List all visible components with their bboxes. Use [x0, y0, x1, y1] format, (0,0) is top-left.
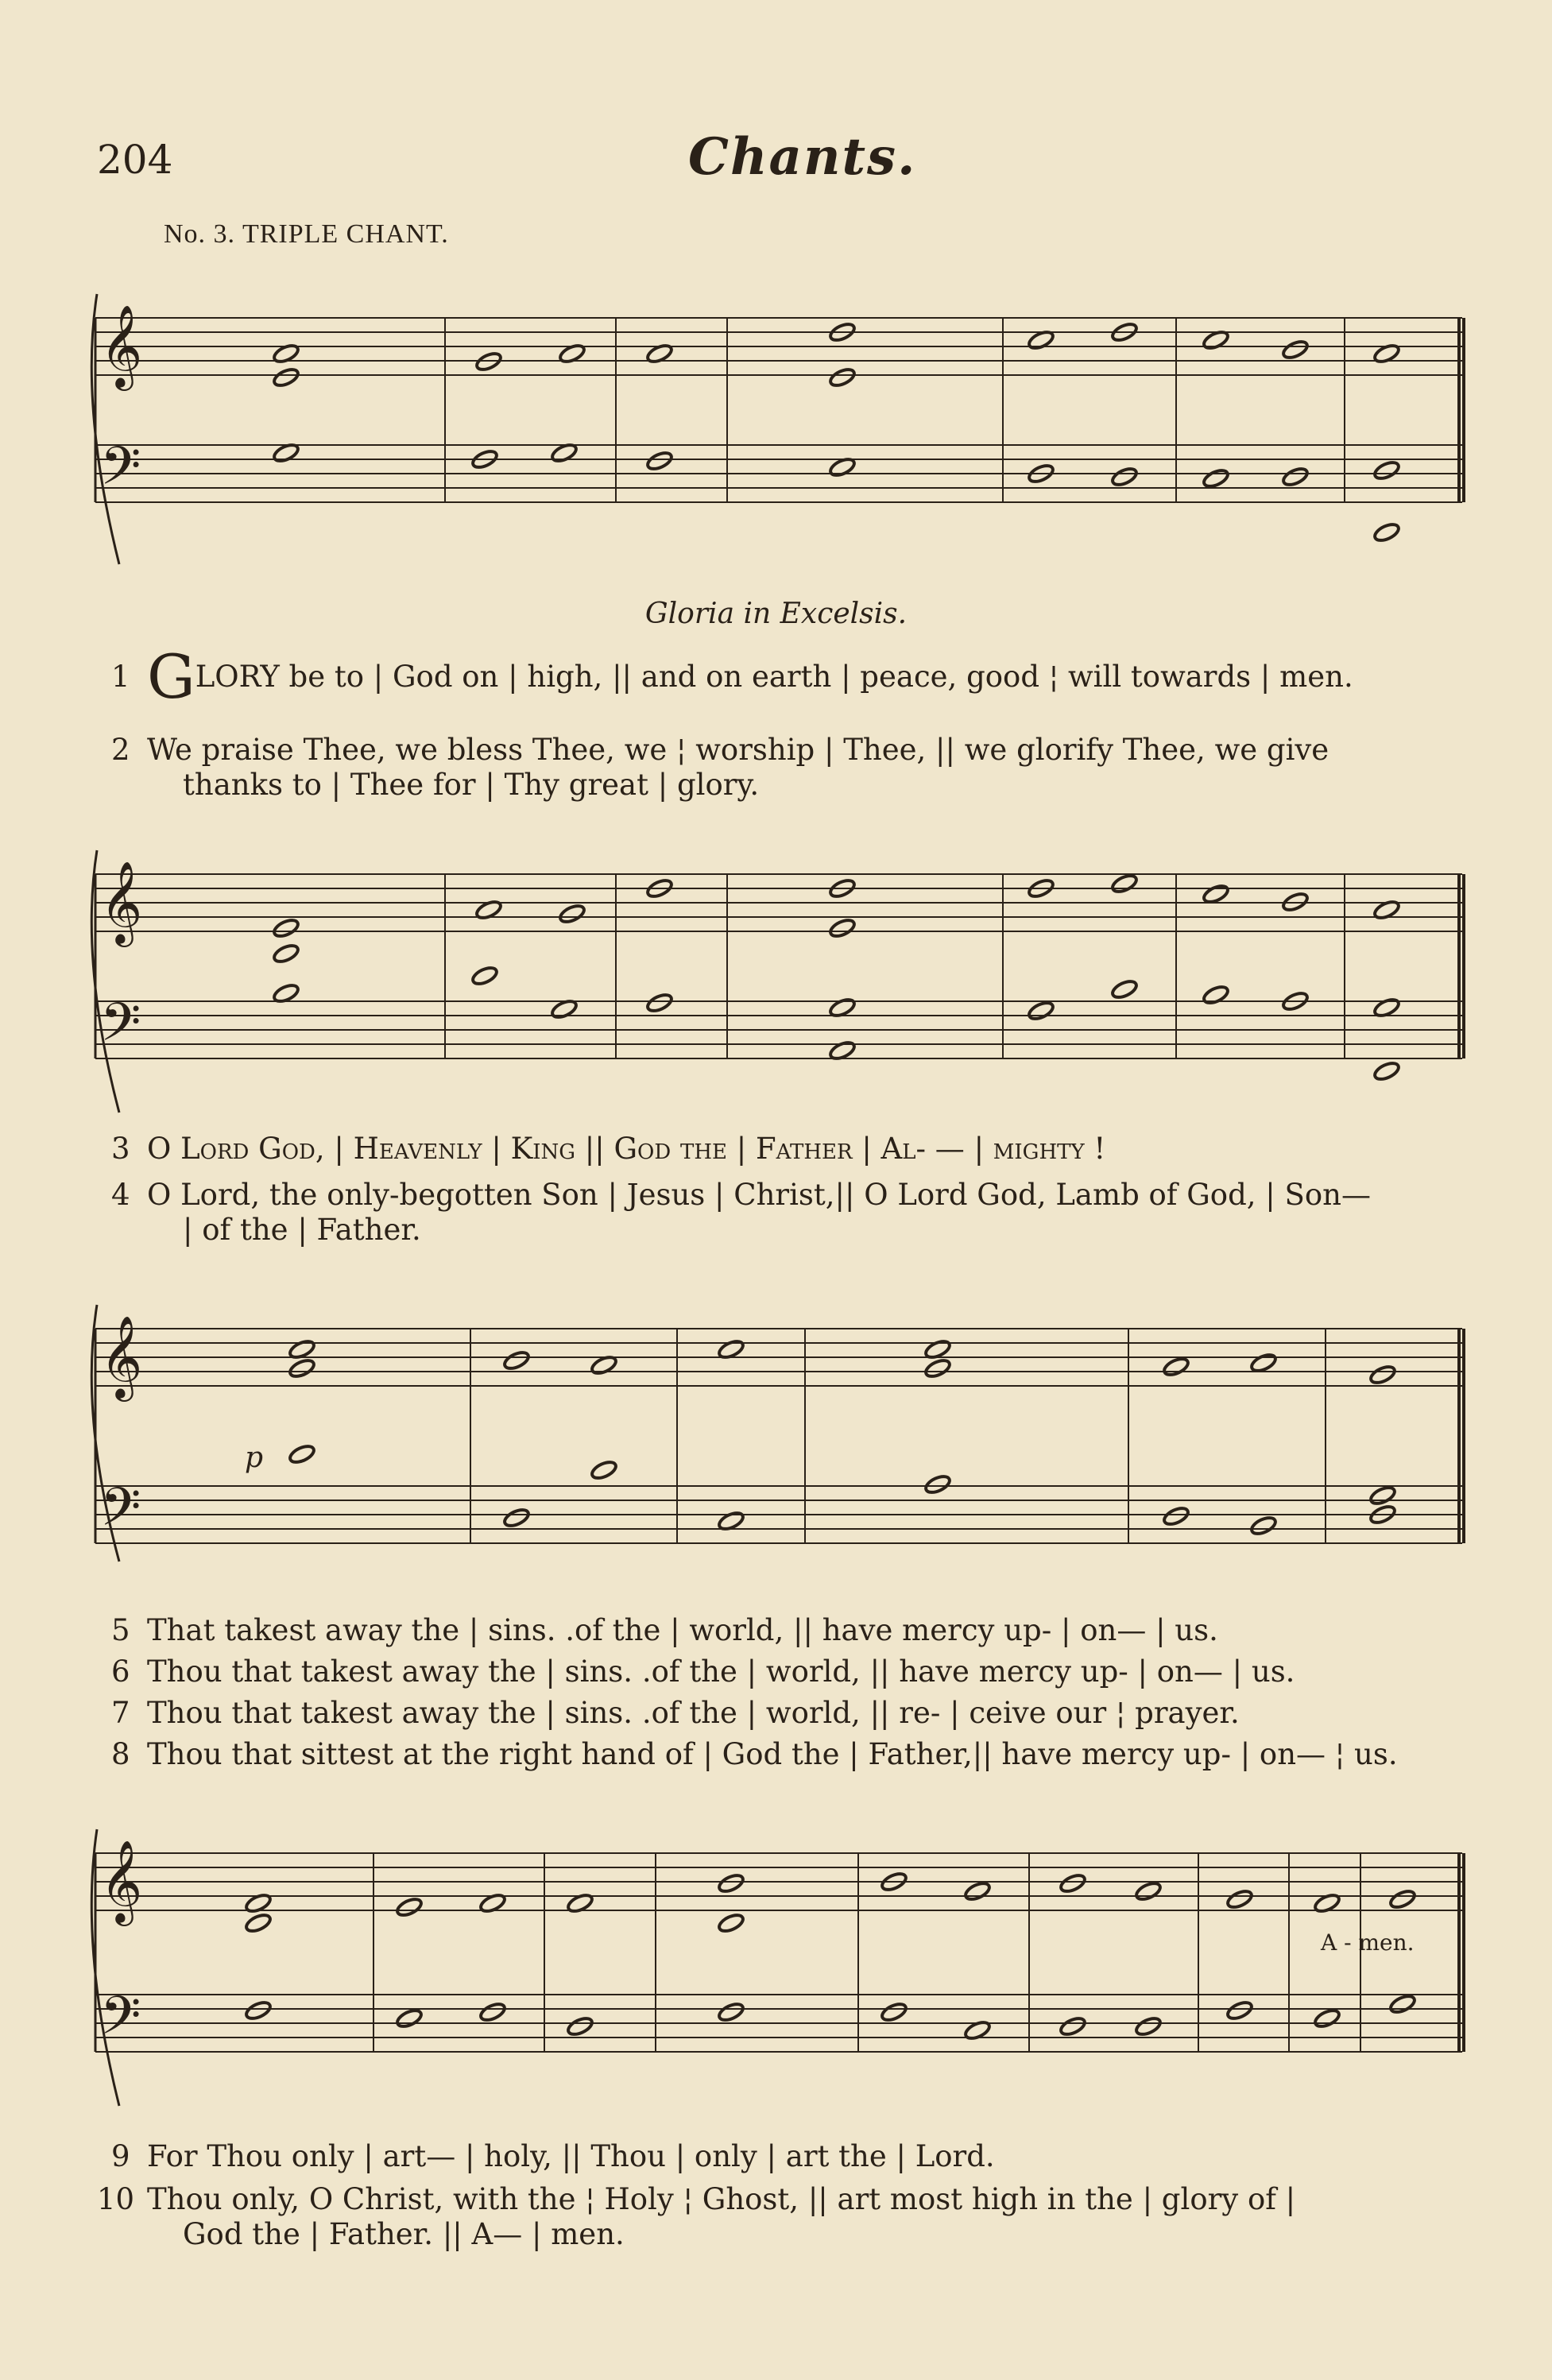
verse-10 — [97, 2182, 1478, 2252]
verse-9 — [111, 2139, 1478, 2174]
drop-cap: G — [147, 641, 195, 712]
svg-text:𝄞: 𝄞 — [100, 1840, 143, 1923]
verse-text: Thou that takest away the | sins. .of the | world, || re- | ceive our ¦ prayer. — [147, 1696, 1240, 1730]
verse-text: O Lord, the only-begotten Son | Jesus | Christ,|| O Lord God, Lamb of God, | Son— — [147, 1178, 1371, 1212]
verse-number: 5 — [111, 1613, 130, 1647]
verse-number: 6 — [111, 1654, 130, 1689]
svg-text:𝄢: 𝄢 — [100, 435, 141, 509]
verse-number: 1 — [111, 660, 130, 694]
svg-text:𝄢: 𝄢 — [100, 1985, 141, 2059]
verse-number: 8 — [111, 1737, 130, 1771]
svg-text:𝄞: 𝄞 — [100, 304, 143, 388]
verse-text: We praise Thee, we bless Thee, we ¦ worship | Thee, || we glorify Thee, we give — [147, 733, 1329, 767]
verse-6 — [111, 1654, 1478, 1689]
verse-number: 3 — [111, 1132, 130, 1166]
verse-number: 7 — [111, 1696, 130, 1730]
verse-text-continued: God the | Father. || A— | men. — [183, 2217, 625, 2251]
verse-number: 10 — [97, 2182, 135, 2216]
verse-text: For Thou only | art— | holy, || Thou | only | art the | Lord. — [147, 2139, 995, 2173]
verse-number: 2 — [111, 733, 130, 767]
music-system-1 — [0, 262, 1552, 580]
verse-text: O Lord God, | Heavenly | King || God the | Father | Al- — | mighty ! — [147, 1132, 1106, 1166]
svg-text:𝄞: 𝄞 — [100, 861, 143, 944]
chant-subtitle: Gloria in Excelsis. — [644, 598, 908, 630]
verse-text: Thou only, O Christ, with the ¦ Holy ¦ Ghost, || art most high in the | glory of | — [147, 2182, 1296, 2216]
page-title: Chants. — [688, 127, 917, 187]
dynamic-marking: p — [245, 1442, 264, 1474]
page-number: 204 — [97, 137, 173, 183]
music-system-2 — [0, 834, 1552, 1120]
svg-text:𝄞: 𝄞 — [100, 1315, 143, 1399]
svg-text:𝄢: 𝄢 — [100, 1476, 141, 1550]
verse-text-continued: thanks to | Thee for | Thy great | glory. — [183, 768, 760, 802]
verse-4 — [111, 1178, 1478, 1248]
svg-text:𝄢: 𝄢 — [100, 992, 141, 1066]
verse-text: Thou that takest away the | sins. .of the | world, || have mercy up- | on— | us. — [147, 1654, 1295, 1689]
verse-2 — [111, 733, 1478, 803]
verse-8 — [111, 1737, 1478, 1772]
verse-5 — [111, 1613, 1478, 1648]
chant-heading: No. 3. TRIPLE CHANT. — [164, 219, 449, 249]
amen-lyric: A - men. — [1321, 1929, 1415, 1956]
music-system-3 — [0, 1287, 1552, 1573]
verse-text: Thou that sittest at the right hand of | God the | Father,|| have mercy up- | on— ¦ us. — [147, 1737, 1398, 1771]
verse-number: 4 — [111, 1178, 130, 1212]
verse-number: 9 — [111, 2139, 130, 2173]
verse-text-continued: | of the | Father. — [183, 1213, 421, 1247]
verse-text: LORY be to | God on | high, || and on earth | peace, good ¦ will towards | men. — [195, 660, 1353, 694]
verse-text: That takest away the | sins. .of the | world, || have mercy up- | on— | us. — [147, 1613, 1218, 1647]
verse-7 — [111, 1696, 1478, 1731]
verse-3 — [111, 1132, 1478, 1167]
verse-1 — [111, 641, 1478, 712]
music-system-4 — [0, 1804, 1552, 2122]
